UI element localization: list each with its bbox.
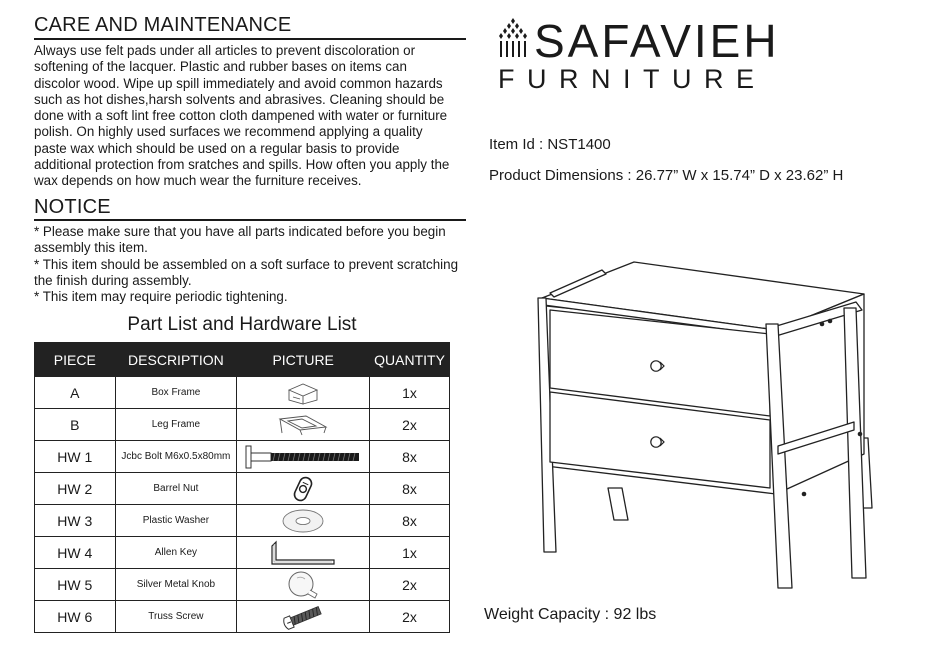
knob-icon: [286, 570, 320, 600]
piece-cell: HW 3: [35, 505, 116, 537]
piece-cell: A: [35, 377, 116, 409]
safavieh-pine-logo-icon: [496, 16, 530, 62]
piece-cell: HW 4: [35, 537, 116, 569]
header-picture: PICTURE: [237, 343, 370, 377]
parts-title: Part List and Hardware List: [127, 314, 357, 335]
quantity-cell: 2x: [370, 601, 450, 633]
quantity-cell: 8x: [370, 441, 450, 473]
care-text: [34, 43, 466, 190]
piece-cell: B: [35, 409, 116, 441]
care-line: softening of the lacquer. Plastic and rubber bases on items can: [34, 59, 407, 75]
picture-cell: [237, 377, 370, 409]
piece-cell: HW 5: [35, 569, 116, 601]
notice-line: * This item should be assembled on a soft surface to prevent scratching: [34, 256, 459, 272]
leg-frame-icon: [276, 413, 330, 437]
piece-cell: HW 6: [35, 601, 116, 633]
care-title: CARE AND MAINTENANCE: [34, 14, 292, 36]
weight-capacity: Weight Capacity : 92 lbs: [484, 606, 657, 623]
description-cell: Barrel Nut: [115, 473, 237, 505]
description-cell: Leg Frame: [115, 409, 237, 441]
picture-cell: [237, 505, 370, 537]
table-row: [35, 473, 450, 505]
care-divider: [34, 38, 466, 40]
care-line: wax depends on how much wear the furniture receives.: [34, 173, 362, 189]
picture-cell: [237, 409, 370, 441]
screw-icon: [281, 603, 325, 631]
picture-cell: [237, 569, 370, 601]
quantity-cell: 8x: [370, 505, 450, 537]
product-dimensions: Product Dimensions : 26.77” W x 15.74” D x 23.62” H: [489, 167, 844, 184]
bolt-icon: [244, 444, 362, 470]
table-row: [35, 377, 450, 409]
quantity-cell: 1x: [370, 537, 450, 569]
care-line: polish. On highly used surfaces we recommend applying a quality: [34, 124, 423, 140]
notice-divider: [34, 219, 466, 221]
header-quantity: QUANTITY: [370, 343, 450, 377]
picture-cell: [237, 537, 370, 569]
box-frame-icon: [283, 381, 323, 405]
table-row: [35, 441, 450, 473]
brand-subtitle: FURNITURE: [498, 64, 767, 94]
quantity-cell: 1x: [370, 377, 450, 409]
table-row: [35, 537, 450, 569]
table-row: [35, 601, 450, 633]
picture-cell: [237, 441, 370, 473]
notice-title: NOTICE: [34, 196, 111, 218]
notice-text: [34, 224, 466, 305]
description-cell: Plastic Washer: [115, 505, 237, 537]
care-line: Always use felt pads under all articles to prevent discoloration or: [34, 43, 416, 58]
notice-line: * This item may require periodic tightening.: [34, 289, 288, 305]
piece-cell: HW 1: [35, 441, 116, 473]
nightstand-illustration: [530, 258, 880, 590]
care-line: paste wax which should be used on a regular basis to provide: [34, 140, 400, 156]
quantity-cell: 2x: [370, 569, 450, 601]
care-line: discolor wood. Wipe up spill immediately and avoid common hazards: [34, 75, 443, 91]
allen-key-icon: [270, 540, 336, 566]
table-row: [35, 409, 450, 441]
brand-name: SAFAVIEH: [534, 15, 780, 67]
parts-table: [34, 342, 450, 633]
barrel-nut-icon: [291, 475, 315, 503]
care-line: such as hot dishes,harsh solvents and abrasives. Cleaning should be: [34, 91, 445, 107]
piece-cell: HW 2: [35, 473, 116, 505]
description-cell: Jcbc Bolt M6x0.5x80mm: [115, 441, 237, 473]
notice-line: assembly this item.: [34, 240, 148, 256]
care-line: additional protection from sratches and spills. How often you apply the: [34, 157, 450, 173]
item-id: Item Id : NST1400: [489, 136, 611, 153]
table-row: [35, 505, 450, 537]
picture-cell: [237, 601, 370, 633]
description-cell: Box Frame: [115, 377, 237, 409]
table-row: [35, 569, 450, 601]
table-header-row: [35, 343, 450, 377]
header-description: DESCRIPTION: [115, 343, 237, 377]
notice-line: * Please make sure that you have all parts indicated before you begin: [34, 224, 446, 239]
care-line: done with a soft lint free cotton cloth dampened with water or furniture: [34, 108, 448, 124]
quantity-cell: 2x: [370, 409, 450, 441]
notice-line: the finish during assembly.: [34, 272, 192, 288]
quantity-cell: 8x: [370, 473, 450, 505]
picture-cell: [237, 473, 370, 505]
description-cell: Allen Key: [115, 537, 237, 569]
description-cell: Silver Metal Knob: [115, 569, 237, 601]
washer-icon: [281, 508, 325, 534]
description-cell: Truss Screw: [115, 601, 237, 633]
header-piece: PIECE: [35, 343, 116, 377]
